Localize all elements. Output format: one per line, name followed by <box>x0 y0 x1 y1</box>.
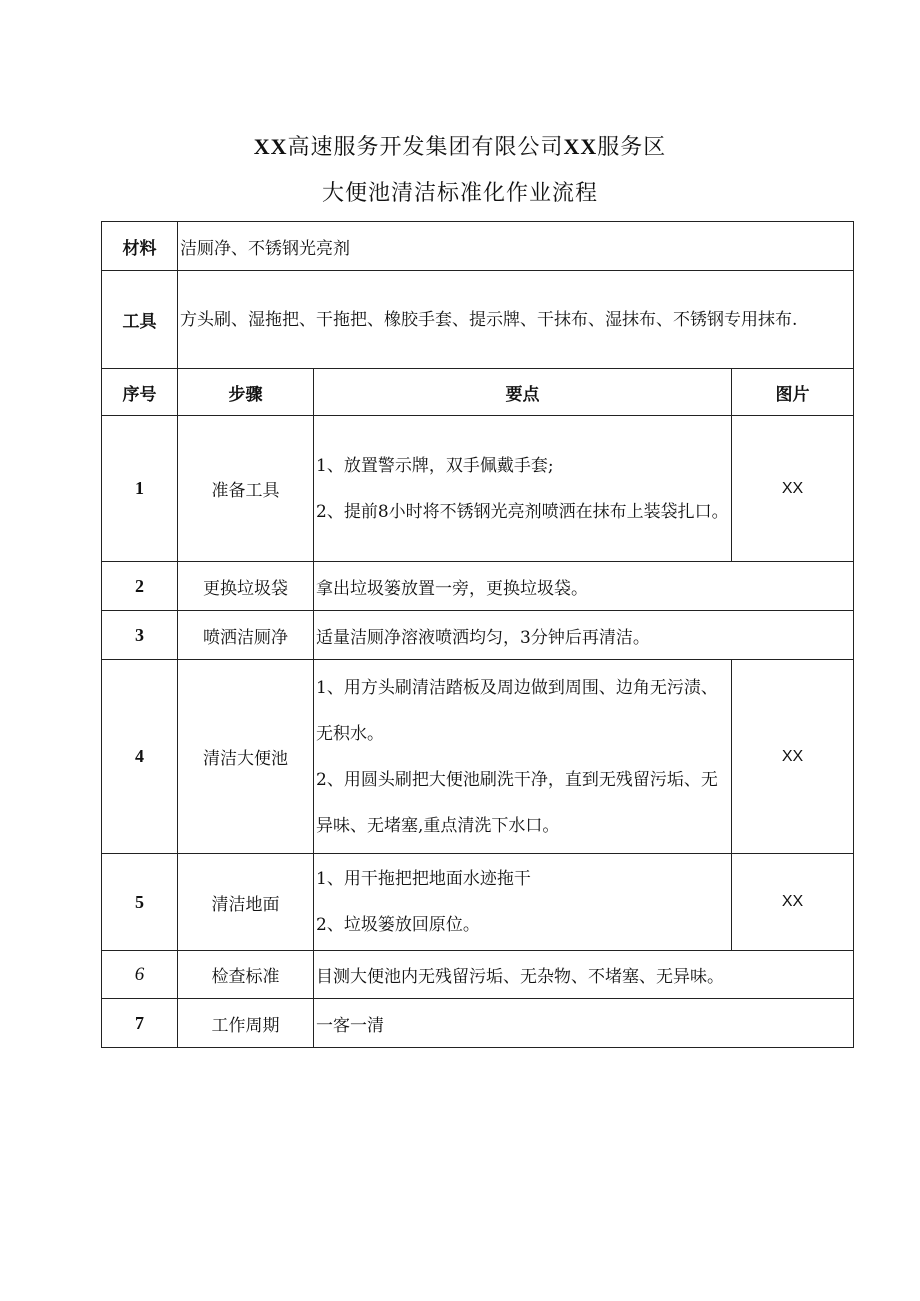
procedure-table <box>101 221 854 1048</box>
title-xx-second: XX <box>563 134 598 159</box>
row-step: 检查标准 <box>178 951 314 999</box>
row-picture: XX <box>732 660 854 854</box>
table-row <box>102 562 854 611</box>
point-line: 2、垃圾篓放回原位。 <box>316 915 480 935</box>
row-seq: 2 <box>102 562 178 611</box>
title-company: 高速服务开发集团有限公司 <box>287 135 564 160</box>
point-line: 1、用干拖把把地面水迹拖干 <box>316 869 531 889</box>
table-row <box>102 951 854 999</box>
row-step: 清洁大便池 <box>178 660 314 854</box>
row-points: 拿出垃圾篓放置一旁，更换垃圾袋。 <box>314 562 854 611</box>
materials-label: 材料 <box>102 222 178 271</box>
tools-label: 工具 <box>102 271 178 369</box>
table-row <box>102 999 854 1048</box>
header-points: 要点 <box>314 369 732 416</box>
header-picture: 图片 <box>732 369 854 416</box>
row-seq: 1 <box>102 416 178 562</box>
title-service-area: 服务区 <box>597 135 667 160</box>
row-seq: 5 <box>102 854 178 951</box>
row-picture: XX <box>732 416 854 562</box>
row-picture: XX <box>732 854 854 951</box>
row-step: 清洁地面 <box>178 854 314 951</box>
table-row <box>102 854 854 951</box>
row-points <box>314 854 732 951</box>
row-seq: 7 <box>102 999 178 1048</box>
row-step: 准备工具 <box>178 416 314 562</box>
table-row <box>102 660 854 854</box>
point-line: 2、用圆头刷把大便池刷洗干净，直到无残留污垢、无异味、无堵塞,重点清洗下水口。 <box>316 769 718 836</box>
document-title-line-2: 大便池清洁标准化作业流程 <box>321 181 598 206</box>
header-seq: 序号 <box>102 369 178 416</box>
row-seq: 3 <box>102 611 178 660</box>
materials-value: 洁厕净、不锈钢光亮剂 <box>178 222 854 271</box>
title-xx-prefix: XX <box>253 134 288 159</box>
document-title-line-1 <box>0 130 920 161</box>
row-points <box>314 416 732 562</box>
point-line: 2、提前8小时将不锈钢光亮剂喷洒在抹布上装袋扎口。 <box>316 501 729 522</box>
row-step: 喷洒洁厕净 <box>178 611 314 660</box>
row-seq: 6 <box>102 951 178 999</box>
table-row <box>102 611 854 660</box>
row-points: 适量洁厕净溶液喷洒均匀，3分钟后再清洁。 <box>314 611 854 660</box>
row-step: 更换垃圾袋 <box>178 562 314 611</box>
table-row <box>102 416 854 562</box>
point-line: 1、用方头刷清洁踏板及周边做到周围、边角无污渍、无积水。 <box>316 677 718 744</box>
row-seq: 4 <box>102 660 178 854</box>
row-points: 目测大便池内无残留污垢、无杂物、不堵塞、无异味。 <box>314 951 854 999</box>
row-points <box>314 660 732 854</box>
tools-value: 方头刷、湿拖把、干拖把、橡胶手套、提示牌、干抹布、湿抹布、不锈钢专用抹布. <box>178 271 854 369</box>
row-points: 一客一清 <box>314 999 854 1048</box>
point-line: 1、放置警示牌，双手佩戴手套; <box>316 455 554 476</box>
row-step: 工作周期 <box>178 999 314 1048</box>
tools-row <box>102 271 854 369</box>
materials-row <box>102 222 854 271</box>
header-step: 步骤 <box>178 369 314 416</box>
header-row <box>102 369 854 416</box>
